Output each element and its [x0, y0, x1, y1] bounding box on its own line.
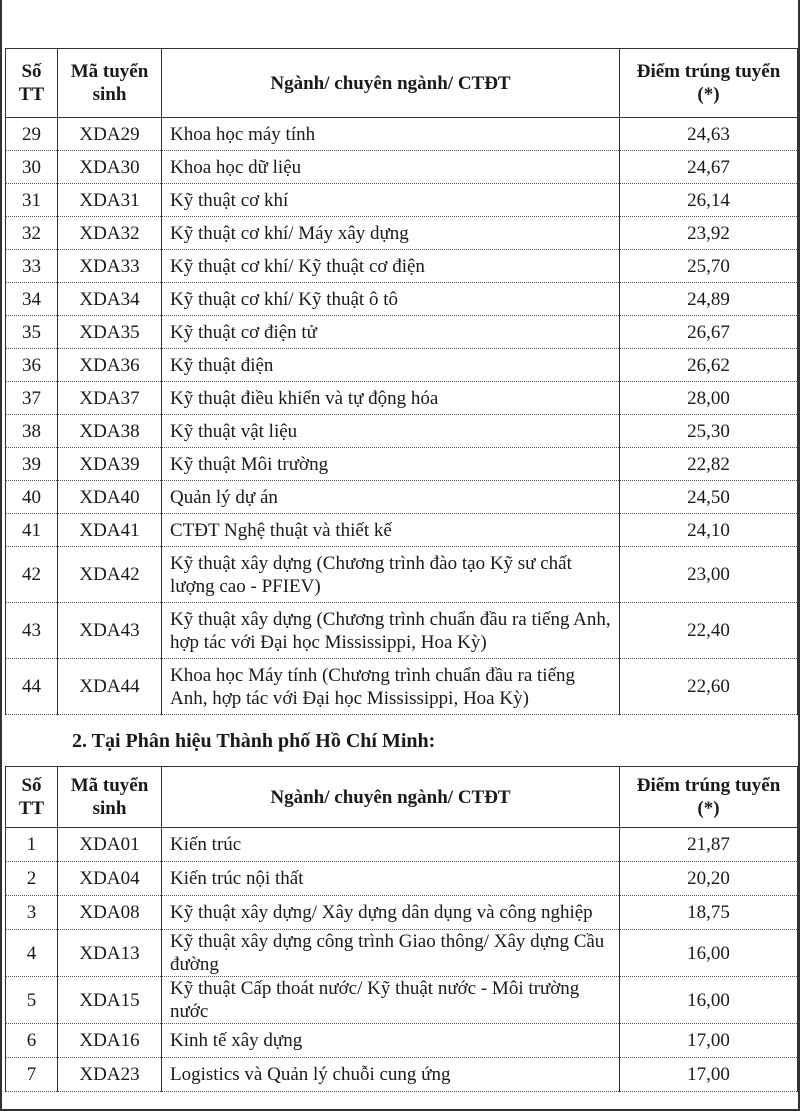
admission-score: 24,63 — [620, 118, 798, 151]
program-name: Kỹ thuật xây dựng công trình Giao thông/ Xây dựng Cầu đường — [162, 930, 620, 977]
admission-score: 25,70 — [620, 250, 798, 283]
row-number: 4 — [6, 930, 58, 977]
admission-code: XDA04 — [58, 862, 162, 896]
table-row — [6, 481, 798, 514]
program-name: Khoa học dữ liệu — [162, 151, 620, 184]
table-row — [6, 659, 798, 715]
row-number: 5 — [6, 977, 58, 1024]
table-row — [6, 118, 798, 151]
admission-code: XDA30 — [58, 151, 162, 184]
admission-code: XDA37 — [58, 382, 162, 415]
program-name: Khoa học máy tính — [162, 118, 620, 151]
header-score: Điểm trúng tuyển (*) — [620, 49, 798, 118]
admission-score: 26,14 — [620, 184, 798, 217]
table-row — [6, 283, 798, 316]
admission-code: XDA36 — [58, 349, 162, 382]
program-name: Kỹ thuật xây dựng (Chương trình đào tạo Kỹ sư chất lượng cao - PFIEV) — [162, 547, 620, 603]
table-row — [6, 547, 798, 603]
table-row — [6, 184, 798, 217]
program-name: Kỹ thuật vật liệu — [162, 415, 620, 448]
table-row — [6, 349, 798, 382]
row-number: 6 — [6, 1024, 58, 1058]
row-number: 35 — [6, 316, 58, 349]
table-row — [6, 151, 798, 184]
program-name: Kiến trúc nội thất — [162, 862, 620, 896]
row-number: 42 — [6, 547, 58, 603]
program-name: Logistics và Quản lý chuỗi cung ứng — [162, 1058, 620, 1092]
row-number: 1 — [6, 828, 58, 862]
admission-scores-table-hanoi — [5, 48, 798, 715]
admission-code: XDA13 — [58, 930, 162, 977]
admission-code: XDA08 — [58, 896, 162, 930]
table-header-row — [6, 767, 798, 828]
admission-code: XDA15 — [58, 977, 162, 1024]
table-row — [6, 250, 798, 283]
admission-score: 16,00 — [620, 977, 798, 1024]
admission-code: XDA29 — [58, 118, 162, 151]
program-name: Kỹ thuật xây dựng/ Xây dựng dân dụng và công nghiệp — [162, 896, 620, 930]
row-number: 7 — [6, 1058, 58, 1092]
table-row — [6, 316, 798, 349]
row-number: 41 — [6, 514, 58, 547]
admission-score: 26,67 — [620, 316, 798, 349]
program-name: Kỹ thuật cơ khí/ Kỹ thuật ô tô — [162, 283, 620, 316]
row-number: 3 — [6, 896, 58, 930]
admission-score: 24,67 — [620, 151, 798, 184]
admission-scores-table-hcmc — [5, 766, 798, 1092]
table-body — [6, 828, 798, 1092]
row-number: 43 — [6, 603, 58, 659]
row-number: 32 — [6, 217, 58, 250]
table-row — [6, 382, 798, 415]
program-name: Kỹ thuật điện — [162, 349, 620, 382]
program-name: Kỹ thuật cơ khí — [162, 184, 620, 217]
admission-code: XDA39 — [58, 448, 162, 481]
admission-code: XDA16 — [58, 1024, 162, 1058]
row-number: 38 — [6, 415, 58, 448]
header-score: Điểm trúng tuyển (*) — [620, 767, 798, 828]
row-number: 40 — [6, 481, 58, 514]
admission-score: 26,62 — [620, 349, 798, 382]
program-name: Kỹ thuật cơ khí/ Kỹ thuật cơ điện — [162, 250, 620, 283]
admission-score: 25,30 — [620, 415, 798, 448]
row-number: 2 — [6, 862, 58, 896]
admission-code: XDA43 — [58, 603, 162, 659]
program-name: Khoa học Máy tính (Chương trình chuẩn đầu ra tiếng Anh, hợp tác với Đại học Mississippi, Hoa Kỳ) — [162, 659, 620, 715]
admission-code: XDA38 — [58, 415, 162, 448]
table-row — [6, 977, 798, 1024]
row-number: 36 — [6, 349, 58, 382]
admission-code: XDA32 — [58, 217, 162, 250]
program-name: CTĐT Nghệ thuật và thiết kế — [162, 514, 620, 547]
admission-score: 23,00 — [620, 547, 798, 603]
row-number: 44 — [6, 659, 58, 715]
admission-score: 28,00 — [620, 382, 798, 415]
program-name: Quản lý dự án — [162, 481, 620, 514]
admission-code: XDA31 — [58, 184, 162, 217]
row-number: 29 — [6, 118, 58, 151]
admission-code: XDA23 — [58, 1058, 162, 1092]
table-body — [6, 118, 798, 715]
program-name: Kỹ thuật điều khiển và tự động hóa — [162, 382, 620, 415]
admission-score: 21,87 — [620, 828, 798, 862]
admission-code: XDA42 — [58, 547, 162, 603]
header-name: Ngành/ chuyên ngành/ CTĐT — [162, 767, 620, 828]
admission-score: 24,10 — [620, 514, 798, 547]
table-row — [6, 514, 798, 547]
admission-score: 22,40 — [620, 603, 798, 659]
admission-code: XDA40 — [58, 481, 162, 514]
table-row — [6, 1024, 798, 1058]
table-row — [6, 896, 798, 930]
section-2-title: 2. Tại Phân hiệu Thành phố Hồ Chí Minh: — [72, 730, 436, 752]
table-row — [6, 217, 798, 250]
admission-code: XDA35 — [58, 316, 162, 349]
admission-code: XDA01 — [58, 828, 162, 862]
admission-score: 23,92 — [620, 217, 798, 250]
program-name: Kỹ thuật xây dựng (Chương trình chuẩn đầu ra tiếng Anh, hợp tác với Đại học Mississippi, Hoa Kỳ) — [162, 603, 620, 659]
row-number: 30 — [6, 151, 58, 184]
row-number: 31 — [6, 184, 58, 217]
table-row — [6, 930, 798, 977]
table-row — [6, 862, 798, 896]
header-no: Số TT — [6, 767, 58, 828]
header-name: Ngành/ chuyên ngành/ CTĐT — [162, 49, 620, 118]
table-row — [6, 1058, 798, 1092]
table-row — [6, 415, 798, 448]
table-row — [6, 448, 798, 481]
admission-score: 22,82 — [620, 448, 798, 481]
program-name: Kỹ thuật cơ khí/ Máy xây dựng — [162, 217, 620, 250]
program-name: Kinh tế xây dựng — [162, 1024, 620, 1058]
program-name: Kỹ thuật Cấp thoát nước/ Kỹ thuật nước - Môi trường nước — [162, 977, 620, 1024]
header-code: Mã tuyển sinh — [58, 49, 162, 118]
row-number: 33 — [6, 250, 58, 283]
admission-code: XDA41 — [58, 514, 162, 547]
table-row — [6, 603, 798, 659]
program-name: Kiến trúc — [162, 828, 620, 862]
admission-code: XDA34 — [58, 283, 162, 316]
table-row — [6, 828, 798, 862]
admission-score: 24,50 — [620, 481, 798, 514]
program-name: Kỹ thuật cơ điện tử — [162, 316, 620, 349]
row-number: 37 — [6, 382, 58, 415]
row-number: 34 — [6, 283, 58, 316]
admission-score: 20,20 — [620, 862, 798, 896]
admission-score: 16,00 — [620, 930, 798, 977]
header-no: Số TT — [6, 49, 58, 118]
admission-score: 18,75 — [620, 896, 798, 930]
admission-code: XDA33 — [58, 250, 162, 283]
admission-score: 17,00 — [620, 1024, 798, 1058]
admission-score: 24,89 — [620, 283, 798, 316]
admission-score: 22,60 — [620, 659, 798, 715]
admission-score: 17,00 — [620, 1058, 798, 1092]
admission-code: XDA44 — [58, 659, 162, 715]
program-name: Kỹ thuật Môi trường — [162, 448, 620, 481]
table-header-row — [6, 49, 798, 118]
row-number: 39 — [6, 448, 58, 481]
header-code: Mã tuyển sinh — [58, 767, 162, 828]
